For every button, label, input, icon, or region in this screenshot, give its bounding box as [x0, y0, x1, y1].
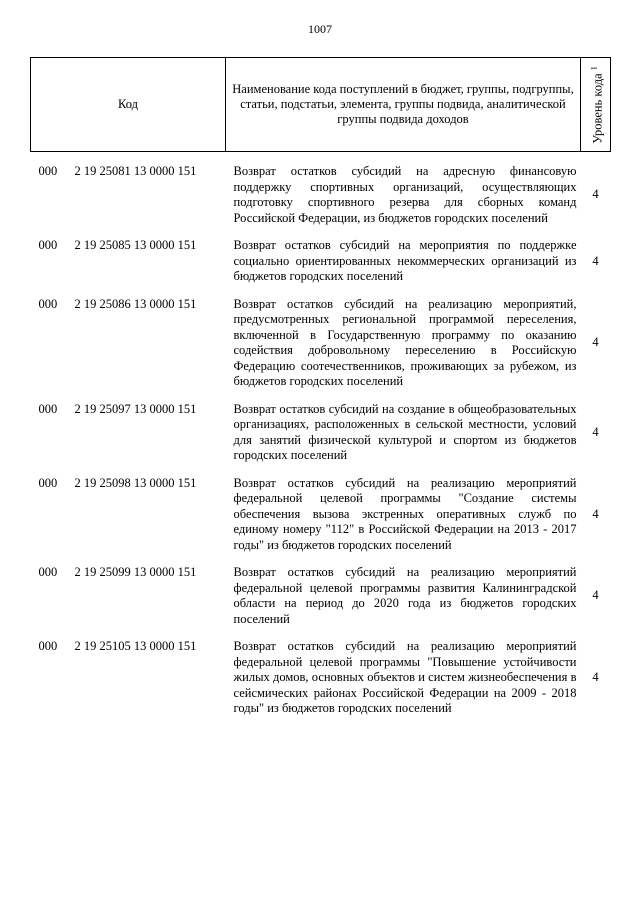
row-spacer	[31, 152, 611, 165]
revenue-code-cell: 2 19 25086 13 0000 151	[74, 296, 197, 311]
row-spacer	[31, 285, 611, 297]
row-spacer	[31, 390, 611, 402]
revenue-name-cell: Возврат остатков субсидий на адресную финансовую поддержку спортивных организаций, осуществляющих подготовку спортивного резерва для сборных команд Российской Федерации, из бюджетов городских поселений	[233, 164, 577, 225]
table-row	[31, 476, 611, 554]
table-row	[31, 402, 611, 464]
row-spacer-cell	[31, 464, 611, 476]
header-level-label	[586, 66, 605, 144]
row-spacer	[31, 627, 611, 639]
revenue-name-cell: Возврат остатков субсидий на реализацию мероприятий, предусмотренных региональной программой переселения, включенной в Государственную программу по оказанию содействия добровольному переселению в Российскую Федерацию соотечественников, проживающих за рубежом, из бюджетов городских поселений	[233, 296, 577, 388]
row-spacer-cell	[31, 553, 611, 565]
header-name: Наименование кода поступлений в бюджет, группы, подгруппы, статьи, подстатьи, элемента, группы подвида, аналитической группы подвида доходов	[226, 58, 581, 152]
admin-code-cell: 000	[38, 401, 58, 416]
table-row	[31, 238, 611, 285]
table-row	[31, 164, 611, 226]
row-spacer	[31, 464, 611, 476]
row-spacer-cell	[31, 152, 611, 165]
table-row	[31, 639, 611, 717]
revenue-codes-table	[30, 57, 611, 717]
revenue-name-cell: Возврат остатков субсидий на реализацию мероприятий федеральной целевой программы развития Калининградской области на период до 2020 года из бюджетов городских поселений	[233, 565, 577, 626]
table-body	[31, 152, 611, 717]
header-level-footnote: 1	[588, 65, 598, 70]
admin-code-cell: 000	[38, 164, 58, 178]
header-level	[581, 58, 611, 152]
revenue-code-cell: 2 19 25097 13 0000 151	[74, 401, 197, 416]
header-level-text: Уровень кода	[590, 72, 605, 144]
row-spacer-cell	[31, 285, 611, 297]
revenue-code-cell: 2 19 25105 13 0000 151	[74, 639, 197, 653]
revenue-name-cell: Возврат остатков субсидий на мероприятия по поддержке социально ориентированных некоммерческих организаций из бюджетов городских поселений	[233, 238, 577, 283]
code-level-cell: 4	[592, 506, 599, 521]
revenue-name-cell: Возврат остатков субсидий на создание в общеобразовательных организациях, расположенных в сельской местности, условий для занятий физической культурой и спортом из бюджетов городских поселений	[233, 401, 577, 462]
table-header	[31, 58, 611, 152]
code-level-cell: 4	[592, 187, 599, 202]
revenue-name-cell: Возврат остатков субсидий на реализацию мероприятий федеральной целевой программы "Повышение устойчивости жилых домов, основных объектов и систем жизнеобеспечения в сейсмических районах Российской Федерации на 2009 - 2018 годы" из бюджетов городских поселений	[233, 639, 577, 715]
revenue-code-cell: 2 19 25098 13 0000 151	[74, 475, 197, 490]
revenue-code-cell: 2 19 25081 13 0000 151	[74, 164, 197, 178]
header-code: Код	[31, 58, 226, 152]
admin-code-cell: 000	[38, 565, 58, 579]
admin-code-cell: 000	[38, 639, 58, 653]
row-spacer	[31, 553, 611, 565]
row-spacer-cell	[31, 390, 611, 402]
code-level-cell: 4	[592, 335, 599, 350]
table-row	[31, 297, 611, 390]
admin-code-cell: 000	[38, 296, 58, 311]
row-spacer	[31, 226, 611, 238]
code-level-cell: 4	[592, 670, 599, 684]
table-row	[31, 565, 611, 627]
code-level-cell: 4	[592, 424, 599, 439]
admin-code-cell: 000	[38, 475, 58, 490]
revenue-code-cell: 2 19 25085 13 0000 151	[74, 238, 197, 252]
row-spacer-cell	[31, 627, 611, 639]
row-spacer-cell	[31, 226, 611, 238]
revenue-code-cell: 2 19 25099 13 0000 151	[74, 565, 197, 579]
code-level-cell: 4	[592, 253, 599, 268]
code-level-cell: 4	[592, 588, 599, 603]
revenue-name-cell: Возврат остатков субсидий на реализацию мероприятий федеральной целевой программы "Создание системы обеспечения вызова экстренных оперативных служб по единому номеру "112" в Российской Федерации на 2013 - 2017 годы" из бюджетов городских поселений	[233, 475, 577, 552]
page-number: 1007	[308, 22, 332, 36]
admin-code-cell: 000	[38, 238, 58, 252]
